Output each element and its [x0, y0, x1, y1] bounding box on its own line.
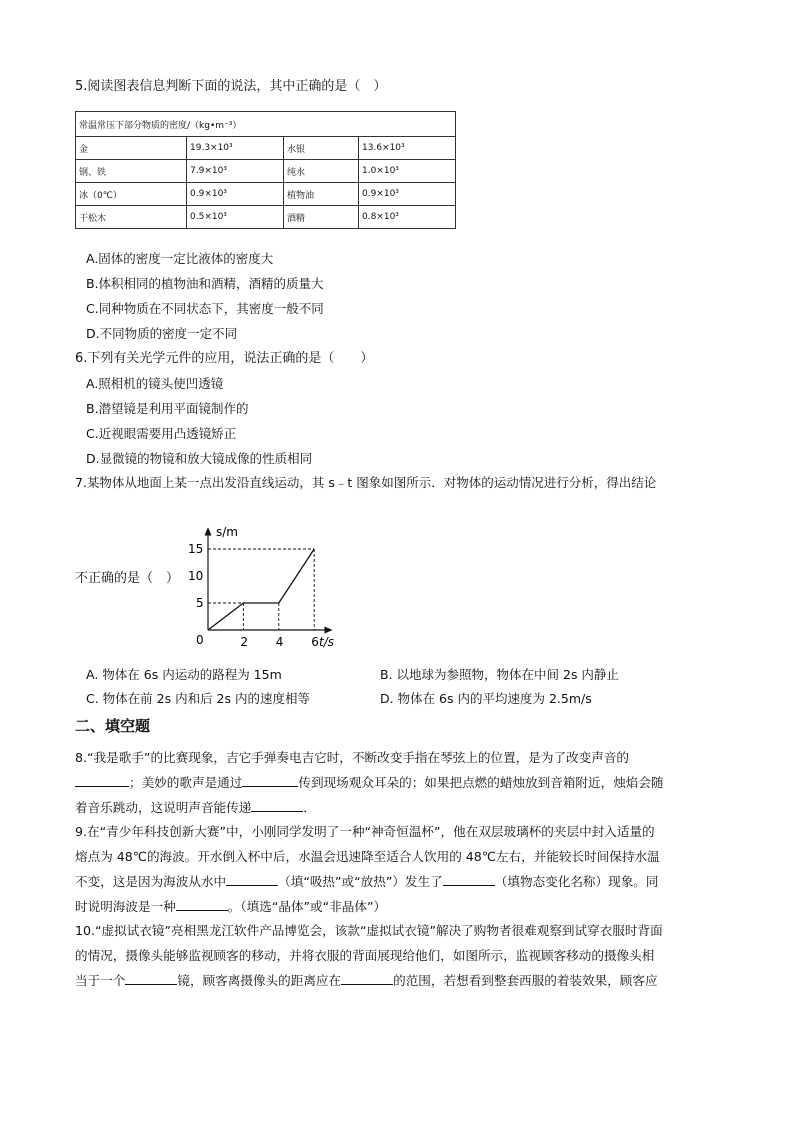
- table-cell: 19.3×10³: [187, 137, 284, 160]
- q8-text: 着音乐跳动，这说明声音能传递: [75, 800, 252, 815]
- q10-text: 的范围，若想看到整套西服的着装效果，顾客应: [393, 973, 658, 988]
- table-cell: 0.8×10³: [359, 206, 456, 229]
- table-row: [76, 160, 456, 183]
- y-tick-label: 15: [188, 542, 204, 556]
- table-cell: 13.6×10³: [359, 137, 456, 160]
- y-tick-label: 10: [188, 569, 204, 583]
- table-cell: 1.0×10³: [359, 160, 456, 183]
- origin-label: 0: [196, 633, 204, 647]
- q5-option-a: A.固体的密度一定比液体的密度大: [86, 251, 274, 266]
- data-line: [208, 549, 314, 630]
- q8-text: ．: [303, 800, 316, 815]
- q10-text: 当于一个: [75, 973, 126, 988]
- answer-blank[interactable]: [125, 972, 177, 985]
- table-cell: 7.9×10³: [187, 160, 284, 183]
- q9-text: （填物态变化名称）现象。同: [494, 874, 659, 889]
- q8-line-1: 8.“我是歌手”的比赛现象，吉它手弹奏电吉它时，不断改变手指在琴弦上的位置，是为了改变声音的: [75, 750, 630, 765]
- q9-text: 。（填选“晶体”或“非晶体”）: [227, 899, 387, 914]
- section-title: 二、填空题: [75, 717, 151, 735]
- q7-option-b: B. 以地球为参照物，物体在中间 2s 内静止: [380, 667, 619, 682]
- q9-line-3: [75, 873, 658, 891]
- table-row: [76, 206, 456, 229]
- q6-stem: 6.下列有关光学元件的应用，说法正确的是（ ）: [75, 351, 374, 366]
- table-cell: 0.9×10³: [187, 183, 284, 206]
- answer-blank[interactable]: [75, 774, 129, 787]
- s-t-graph: [190, 505, 370, 655]
- q5-option-d: D.不同物质的密度一定不同: [86, 326, 238, 341]
- q5-stem: 5.阅读图表信息判断下面的说法，其中正确的是（ ）: [75, 79, 387, 94]
- q9-line-1: 9.在“青少年科技创新大赛”中，小刚同学发明了一种“神奇恒温杯”，他在双层玻璃杯的夹层中封入适量的: [75, 824, 655, 839]
- q10-text: 镜，顾客离摄像头的距离应在: [177, 973, 342, 988]
- answer-blank[interactable]: [443, 873, 495, 886]
- q7-stem: 7.某物体从地面上某一点出发沿直线运动，其 s﹣t 图象如图所示．对物体的运动情况进行分析，得出结论: [75, 475, 657, 490]
- q9-text: 时说明海波是一种: [75, 899, 176, 914]
- answer-blank[interactable]: [242, 774, 298, 787]
- q8-line-3: [75, 799, 316, 817]
- q7-option-a: A. 物体在 6s 内运动的路程为 15m: [86, 667, 282, 682]
- answer-blank[interactable]: [226, 873, 278, 886]
- q10-line-2: 的情况，摄像头能够监视顾客的移动，并将衣服的背面展现给他们，如图所示，监视顾客移动的摄像头相: [75, 948, 655, 963]
- q9-text: 不变，这是因为海波从水中: [75, 874, 227, 889]
- q10-line-1: 10.“虚拟试衣镜”亮相黑龙江软件产品博览会，该款“虚拟试衣镜”解决了购物者很难观察到试穿衣服时背面: [75, 923, 663, 938]
- table-row: [76, 137, 456, 160]
- table-cell: 钢、铁: [76, 160, 187, 183]
- q9-line-2: 熔点为 48℃的海波。开水倒入杯中后，水温会迅速降至适合人饮用的 48℃左右，并能较长时间保持水温: [75, 849, 660, 864]
- q8-text: ；美妙的歌声是通过: [129, 775, 243, 790]
- table-cell: 0.5×10³: [187, 206, 284, 229]
- q6-option-d: D.显微镜的物镜和放大镜成像的性质相同: [86, 451, 313, 466]
- table-cell: 酒精: [284, 206, 359, 229]
- table-cell: 水银: [284, 137, 359, 160]
- x-tick-label: 4: [275, 635, 284, 649]
- x-tick-label: 2: [240, 635, 249, 649]
- q7-option-d: D. 物体在 6s 内的平均速度为 2.5m/s: [380, 691, 592, 706]
- y-axis-label: s/m: [216, 524, 238, 539]
- x-tick-label: 6: [311, 635, 319, 649]
- table-cell: 冰（0℃）: [76, 183, 187, 206]
- q6-option-b: B.潜望镜是利用平面镜制作的: [86, 401, 249, 416]
- q10-line-3: [75, 972, 658, 990]
- q9-line-4: [75, 898, 386, 916]
- q8-text: 传到现场观众耳朵的；如果把点燃的蜡烛放到音箱附近，烛焰会随: [298, 775, 664, 790]
- table-cell: 金: [76, 137, 187, 160]
- q7-option-c: C. 物体在前 2s 内和后 2s 内的速度相等: [86, 691, 310, 706]
- answer-blank[interactable]: [176, 898, 228, 911]
- q5-option-c: C.同种物质在不同状态下，其密度一般不同: [86, 301, 324, 316]
- q7-stem-cont: 不正确的是（ ）: [75, 571, 180, 586]
- q9-text: （填“吸热”或“放热”）发生了: [278, 874, 443, 889]
- x-axis-label: t/s: [319, 635, 335, 649]
- q6-option-c: C.近视眼需要用凸透镜矫正: [86, 426, 237, 441]
- q8-line-2: [75, 774, 664, 792]
- q5-option-b: B.体积相同的植物油和酒精，酒精的质量大: [86, 276, 324, 291]
- answer-blank[interactable]: [251, 799, 303, 812]
- y-tick-label: 5: [196, 596, 204, 610]
- density-table: [75, 111, 456, 229]
- table-cell: 干松木: [76, 206, 187, 229]
- table-cell: 植物油: [284, 183, 359, 206]
- table-cell: 纯水: [284, 160, 359, 183]
- q6-option-a: A.照相机的镜头使凹透镜: [86, 376, 224, 391]
- table-row: [76, 183, 456, 206]
- density-table-title: 常温常压下部分物质的密度/（kg•m⁻³）: [76, 112, 456, 137]
- table-cell: 0.9×10³: [359, 183, 456, 206]
- answer-blank[interactable]: [341, 972, 393, 985]
